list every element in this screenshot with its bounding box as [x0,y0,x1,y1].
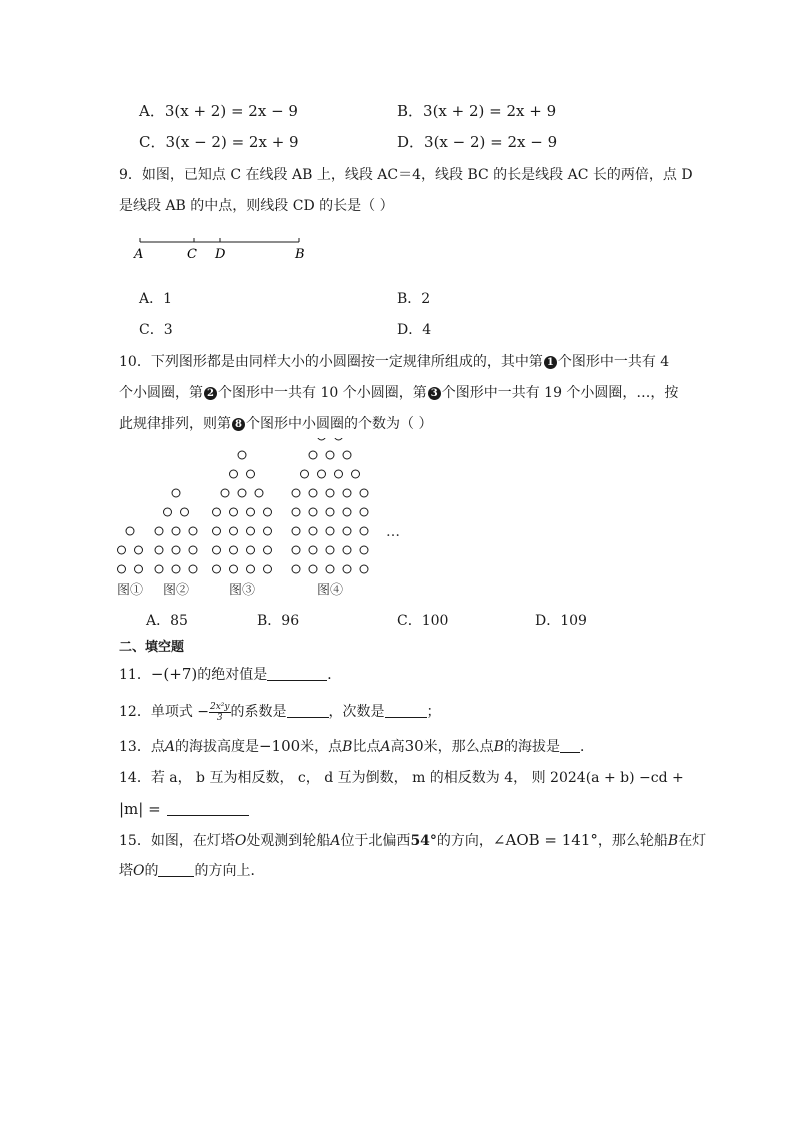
small-circle [238,489,246,497]
small-circle [135,546,143,554]
circled-number-3: 3 [428,387,441,400]
answer-blank[interactable] [167,801,249,816]
small-circle [360,489,368,497]
small-circle [230,527,238,535]
q8-option-c: C．3(x − 2) = 2x + 9 [139,133,299,151]
small-circle [118,546,126,554]
small-circle [326,451,334,459]
q15-line-1: 15．如图，在灯塔O处观测到轮船A位于北偏西54°的方向，∠AOB = 141°，那么轮船B在灯 [119,831,707,849]
small-circle [309,527,317,535]
small-circle [247,527,255,535]
point-label-d: D [215,247,226,262]
q9-option-c: C．3 [139,322,173,338]
small-circle [292,527,300,535]
small-circle [309,451,317,459]
small-circle [172,565,180,573]
small-circle [230,565,238,573]
small-circle [155,527,163,535]
q10-option-d: D．109 [535,613,587,629]
q8-option-b: B．3(x + 2) = 2x + 9 [397,102,557,120]
small-circle [360,565,368,573]
small-circle [172,489,180,497]
small-circle [309,508,317,516]
small-circle [309,546,317,554]
small-circle [172,527,180,535]
small-circle [292,546,300,554]
q9-option-d: D．4 [397,322,432,338]
answer-blank-degree[interactable] [385,703,427,718]
small-circle [360,508,368,516]
q10-option-c: C．100 [397,613,449,629]
small-circle [255,489,263,497]
small-circle [343,508,351,516]
point-label-c: C [187,247,197,262]
small-circle [118,565,126,573]
small-circle [335,470,343,478]
q9-segment-diagram [125,232,325,266]
figure-label: 图③ [228,583,256,598]
answer-blank-coefficient[interactable] [287,703,329,718]
answer-blank[interactable] [267,666,327,681]
small-circle [264,527,272,535]
small-circle [230,546,238,554]
q8-option-a: A．3(x + 2) = 2x − 9 [139,102,298,120]
small-circle [360,527,368,535]
figure-label: 图② [162,583,190,598]
point-label-a: A [134,247,144,262]
q14-line-1: 14．若 a， b 互为相反数， c， d 互为倒数， m 的相反数为 4， 则 2024(a + b) −cd + [119,770,684,786]
small-circle [343,451,351,459]
small-circle [318,470,326,478]
fraction: $\frac{\text{2x²y}}{3}$ [210,701,230,723]
figure-label: 图① [116,583,144,598]
small-circle [230,508,238,516]
small-circle [326,565,334,573]
small-circle [135,565,143,573]
small-circle [238,451,246,459]
ellipsis: … [386,524,400,540]
section-title: 二、填空题 [119,640,185,655]
small-circle [301,470,309,478]
small-circle [360,546,368,554]
small-circle [318,438,326,440]
small-circle [326,508,334,516]
small-circle [126,527,134,535]
small-circle [247,565,255,573]
q9-option-a: A．1 [139,291,173,307]
small-circle [189,546,197,554]
small-circle [343,546,351,554]
small-circle [326,546,334,554]
small-circle [189,527,197,535]
q12: 12．单项式 − $\frac{\text{2x²y}}{3}$ 的系数是 ，次数是 ； [119,701,441,723]
q10-circle-pattern-figure [110,438,430,603]
small-circle [172,546,180,554]
answer-blank[interactable] [560,738,580,753]
small-circle [247,546,255,554]
q9-option-b: B．2 [397,291,431,307]
small-circle [230,470,238,478]
small-circle [292,508,300,516]
small-circle [343,527,351,535]
small-circle [247,508,255,516]
small-circle [247,470,255,478]
small-circle [264,508,272,516]
small-circle [343,489,351,497]
q10-option-b: B．96 [257,613,300,629]
circled-number-8: 8 [232,418,245,431]
small-circle [213,546,221,554]
small-circle [326,489,334,497]
q10-line-2: 个小圆圈，第 2 个图形中一共有 10 个小圆圈，第 3 个图形中一共有 19 个小圆圈，…，按 [119,385,679,401]
answer-blank[interactable] [158,862,194,877]
figure-label: 图④ [316,583,344,598]
small-circle [213,508,221,516]
small-circle [309,565,317,573]
circled-number-2: 2 [204,387,217,400]
small-circle [164,508,172,516]
q8-option-d: D．3(x − 2) = 2x − 9 [397,133,558,151]
q13: 13．点A的海拔高度是−100米，点B比点A高30米，那么点B的海拔是 ． [119,737,594,755]
small-circle [309,489,317,497]
small-circle [292,489,300,497]
q9-line-1: 9．如图，已知点 C 在线段 AB 上，线段 AC＝4，线段 BC 的长是线段 AC 长的两倍，点 D [119,167,693,183]
q10-line-3: 此规律排列，则第 8 个图形中小圆圈的个数为（ ） [119,416,433,432]
q9-line-2: 是线段 AB 的中点，则线段 CD 的长是（ ） [119,198,394,214]
small-circle [335,438,343,440]
small-circle [213,565,221,573]
small-circle [181,508,189,516]
small-circle [292,565,300,573]
circled-number-1: 1 [544,356,557,369]
small-circle [343,565,351,573]
q11: 11．−(+7)的绝对值是 ． [119,665,342,683]
small-circle [155,565,163,573]
small-circle [213,527,221,535]
small-circle [221,489,229,497]
q15-line-2: 塔O的 的方向上． [119,863,265,879]
q10-line-1: 10．下列图形都是由同样大小的小圆圈按一定规律所组成的，其中第 1 个图形中一共有 4 [119,354,670,370]
point-label-b: B [295,247,305,262]
q10-option-a: A．85 [146,613,188,629]
small-circle [264,565,272,573]
small-circle [352,470,360,478]
small-circle [189,565,197,573]
small-circle [264,546,272,554]
small-circle [155,546,163,554]
q14-line-2: |m| = [119,800,249,819]
small-circle [326,527,334,535]
